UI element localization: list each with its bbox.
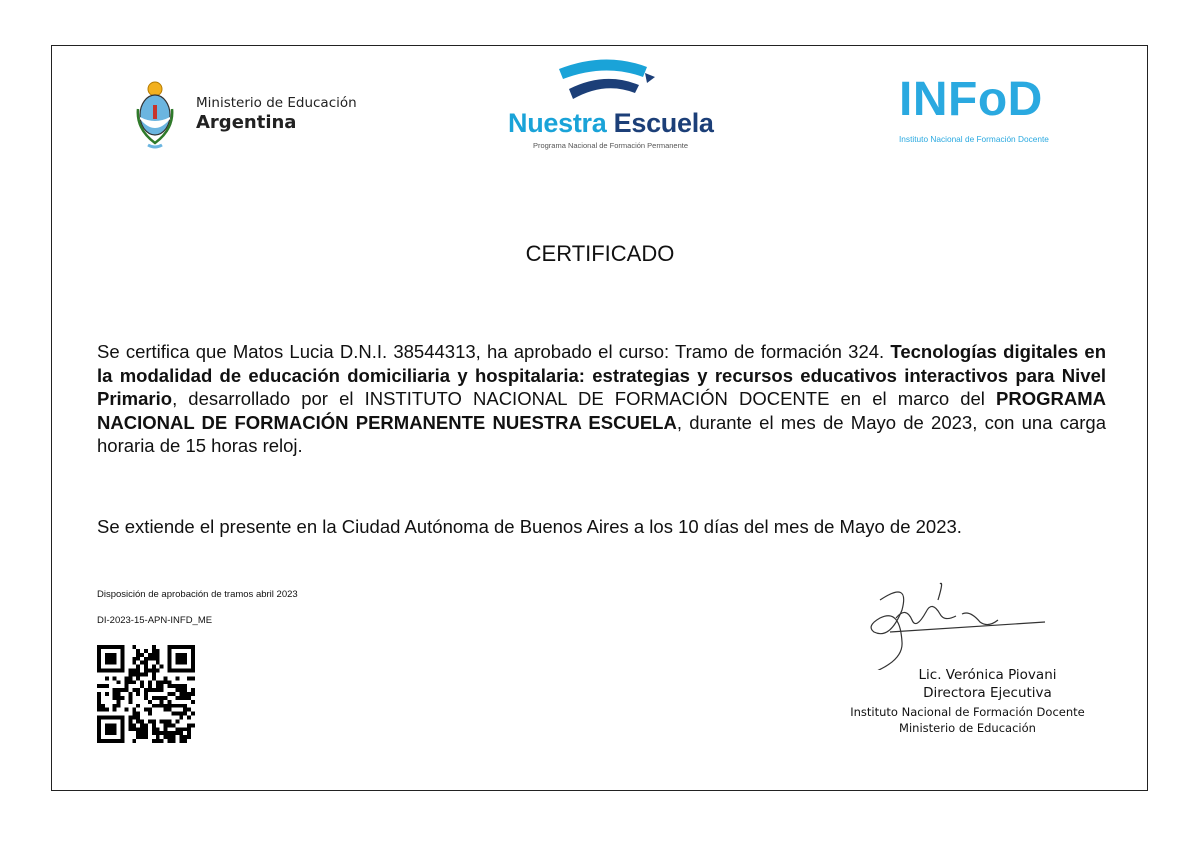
body-sentence-1: Se certifica que Matos Lucia D.N.I. 38544313, ha aprobado el curso: Tramo de formación 324. xyxy=(97,341,891,362)
signature-icon xyxy=(840,570,1060,670)
signatory-institution: Instituto Nacional de Formación Docente xyxy=(850,705,1085,719)
infod-subtitle: Instituto Nacional de Formación Docente xyxy=(899,134,1049,144)
signatory-block xyxy=(835,667,1100,735)
nuestra-escuela-title xyxy=(508,108,714,139)
signatory-ministry: Ministerio de Educación xyxy=(899,721,1036,735)
disposicion-code: DI-2023-15-APN-INFD_ME xyxy=(97,615,213,626)
qr-code-icon xyxy=(97,645,195,743)
signatory-role: Directora Ejecutiva xyxy=(923,685,1052,701)
ne-part2: Escuela xyxy=(613,108,714,138)
certificate-title: CERTIFICADO xyxy=(525,241,675,266)
program-name: PROGRAMA NACIONAL DE FORMACIÓN PERMANENTE NUESTRA ESCUELA xyxy=(97,388,1106,433)
ministerio-line2: Argentina xyxy=(196,111,297,133)
certificate-body xyxy=(97,340,1106,458)
argentina-coat-of-arms-icon xyxy=(134,79,176,151)
ne-part1: Nuestra xyxy=(508,108,607,138)
course-name: Tecnologías digitales en la modalidad de educación domiciliaria y hospitalaria: estrategias y recursos educativos interactivos para Nivel Primario xyxy=(97,341,1106,409)
ministerio-line1: Ministerio de Educación xyxy=(196,95,357,111)
signatory-name: Lic. Verónica Piovani xyxy=(918,667,1057,683)
body-sentence-3: , durante el mes de Mayo de 2023, con una carga horaria de 15 horas reloj. xyxy=(97,411,1106,456)
certificate-paragraph-2: Se extiende el presente en la Ciudad Autónoma de Buenos Aires a los 10 días del mes de Mayo de 2023. xyxy=(97,516,962,537)
nuestra-escuela-arc-icon xyxy=(555,55,665,110)
disposicion-text: Disposición de aprobación de tramos abril 2023 xyxy=(97,589,298,600)
ministerio-logo-text xyxy=(196,96,357,133)
nuestra-escuela-subtitle: Programa Nacional de Formación Permanente xyxy=(532,141,689,150)
body-sentence-2: , desarrollado por el INSTITUTO NACIONAL DE FORMACIÓN DOCENTE en el marco del xyxy=(172,388,997,409)
infod-logo: INFoD xyxy=(899,73,1043,126)
